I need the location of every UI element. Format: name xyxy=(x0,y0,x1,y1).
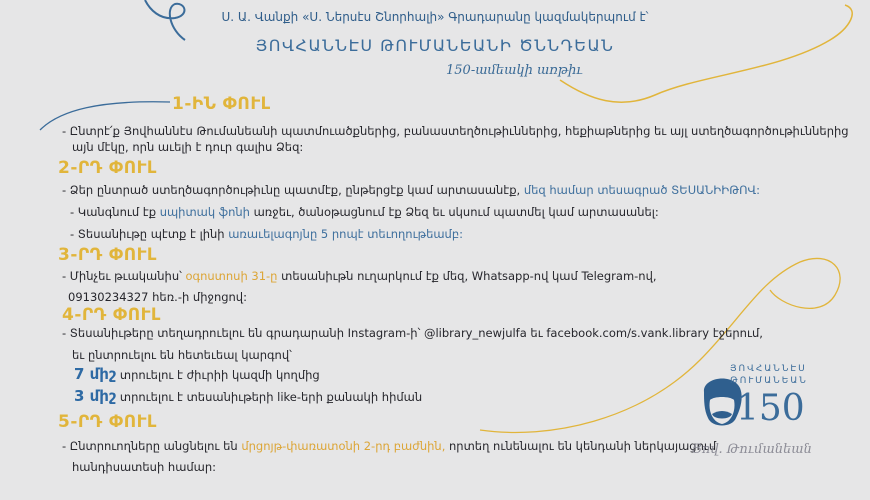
step-1-title: 1-ԻՆ ՓՈՒԼ xyxy=(172,94,271,114)
prize-1-count: 7 միշ xyxy=(74,365,117,383)
step-2-sub-1-text-c: առջեւ, ծանօթացնում էք Ձեզ եւ սկսում պատմել կամ արտասանել: xyxy=(249,205,659,219)
step-3-title: 3-ՐԴ ՓՈՒԼ xyxy=(58,245,157,265)
logo-name-line-1: ՅՈՎՀԱՆՆԷՍ xyxy=(730,364,807,374)
step-3-deadline-highlight: օգոստոսի 31-ը xyxy=(185,269,278,283)
step-2-line-1-text: - Ձեր ընտրած ստեղծագործութիւնը պատմէք, ընթերցէք կամ արտասանէք, xyxy=(62,183,524,197)
step-4-line-2: եւ ընտրուելու են հետեւեալ կարգով՝ xyxy=(72,348,292,362)
signature: Յով. Թումանեան xyxy=(692,442,812,457)
prize-2-text: տրուելու է տեսանիւթերի like-երի քանակի հիման xyxy=(119,390,423,404)
step-2-sub-1 xyxy=(70,204,659,220)
step-2-sub-1-text-a: - Կանգնում էք xyxy=(70,205,160,219)
organizer-line: Ս. Ա. Վանքի «Ս. Ներսէս Շնորհալի» Գրադարանը կազմակերպում է՝ xyxy=(221,10,649,24)
step-3-line-1 xyxy=(62,268,657,284)
step-1-line-2: այն մէկը, որն աւելի է դուր գալիս Ձեզ: xyxy=(72,140,304,154)
prize-2-count: 3 միշ xyxy=(74,387,117,405)
step-5-line-1-text-a: - Ընտրուողները անցնելու են xyxy=(62,439,242,453)
step-5-line-2: հանդիսատեսի համար: xyxy=(72,460,217,474)
step-3-line-2: 09130234327 հեռ.-ի միջոցով: xyxy=(68,290,247,304)
step-5-line-1-text-c: որտեղ ունենալու են կենդանի ներկայացում xyxy=(445,439,717,453)
step-4-title: 4-ՐԴ ՓՈՒԼ xyxy=(62,305,161,325)
logo-name-line-2: ԹՈՒՄԱՆԵԱՆ xyxy=(730,376,808,386)
step-2-sub-2-text-a: - Տեսանիւթը պէտք է լինի xyxy=(70,227,229,241)
step-2-white-background-highlight: սպիտակ ֆոնի xyxy=(159,205,250,219)
step-5-festival-highlight: մրցոյթ-փառատօնի 2-րդ բաժնին, xyxy=(241,439,446,453)
step-5-title: 5-ՐԴ ՓՈՒԼ xyxy=(58,412,157,432)
logo-number: 150 xyxy=(736,388,805,429)
step-2-duration-highlight: առաւելագոյնը 5 րոպէ տեւողութեամբ: xyxy=(228,227,464,241)
anniversary-logo xyxy=(692,360,842,480)
step-4-line-1: - Տեսանիւթերը տեղադրուելու են գրադարանի Instagram-ի՝ @library_newjulfa եւ facebook.com/s.vank.library էջերում, xyxy=(62,326,763,340)
step-2-video-highlight: մեզ համար տեսագրած ՏԵՍԱՆԻԻԹՈՎ: xyxy=(523,183,761,197)
step-3-line-1-text-a: - Մինչեւ թւականիս՝ xyxy=(62,269,186,283)
step-4-prize-1 xyxy=(74,366,320,383)
page-title: ՅՈՎՀԱՆՆԷՍ ԹՈՒՄԱՆԵԱՆԻ ԾՆՆԴԵԱՆ xyxy=(255,36,615,55)
step-4-prize-2 xyxy=(74,388,422,405)
step-1-line-1: - Ընտրէ՛ք Յովհաննէս Թումանեանի պատմուածքներից, բանաստեղծութիւններից, հեքիաթներից եւ այլ ստեղծագործութիւններից xyxy=(62,124,849,138)
step-2-line-1 xyxy=(62,182,760,198)
step-3-line-1-text-c: տեսանիւթն ուղարկում էք մեզ, Whatsapp-ով կամ Telegram-ով, xyxy=(277,269,657,283)
step-2-sub-2 xyxy=(70,226,463,242)
step-2-title: 2-ՐԴ ՓՈՒԼ xyxy=(58,158,157,178)
anniversary-subtitle: 150-ամեակի առթիւ xyxy=(446,63,583,78)
prize-1-text: տրուելու է ժիւրիի կազմի կողմից xyxy=(119,368,320,382)
step-5-line-1 xyxy=(62,438,716,454)
